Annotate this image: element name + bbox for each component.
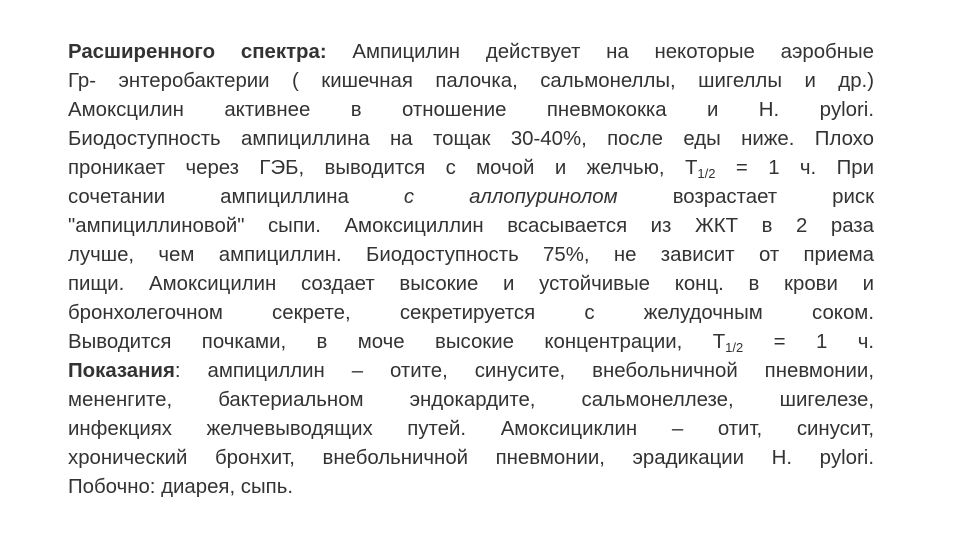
text-fragment: проникает через ГЭБ, выводится с мочой и желчью, Т xyxy=(68,157,698,179)
text-line xyxy=(68,473,874,502)
text-line xyxy=(68,444,874,473)
text-line xyxy=(68,96,874,125)
text-line xyxy=(68,357,874,386)
text-fragment: бронхолегочном секрете, секретируется с желудочным соком. xyxy=(68,302,874,324)
text-fragment: сочетании ампициллина xyxy=(68,186,404,208)
text-line xyxy=(68,386,874,415)
text-fragment: Выводится почками, в моче высокие концентрации, Т xyxy=(68,331,726,353)
text-line xyxy=(68,299,874,328)
text-fragment: = 1 ч. При xyxy=(715,157,875,179)
subscript-text: 1/2 xyxy=(697,166,716,181)
text-fragment: возрастает риск xyxy=(617,186,874,208)
text-fragment: Амоксцилин активнее в отношение пневмококка и H. pylori. xyxy=(68,99,874,121)
text-fragment: хронический бронхит, внебольничной пневмонии, эрадикации H. pylori. xyxy=(68,447,874,469)
body-text xyxy=(68,38,874,502)
text-fragment: лучше, чем ампициллин. Биодоступность 75%, не зависит от приема xyxy=(68,244,874,266)
text-fragment: пищи. Амоксицилин создает высокие и устойчивые конц. в крови и xyxy=(68,273,874,295)
text-fragment: Ампицилин действует на некоторые аэробные xyxy=(326,41,874,63)
text-line xyxy=(68,270,874,299)
text-line xyxy=(68,125,874,154)
text-fragment: мененгите, бактериальном эндокардите, сальмонеллезе, шигелезе, xyxy=(68,389,874,411)
text-line xyxy=(68,241,874,270)
text-line xyxy=(68,415,874,444)
bold-text: Показания xyxy=(68,360,175,382)
text-line xyxy=(68,67,874,96)
text-fragment: Биодоступность ампициллина на тощак 30-40%, после еды ниже. Плохо xyxy=(68,128,874,150)
text-line xyxy=(68,183,874,212)
text-line xyxy=(68,212,874,241)
text-line xyxy=(68,154,874,183)
text-fragment: : ампициллин – отите, синусите, внебольничной пневмонии, xyxy=(174,360,874,382)
text-fragment: = 1 ч. xyxy=(743,331,874,353)
text-fragment: "ампициллиновой" сыпи. Амоксициллин всасывается из ЖКТ в 2 раза xyxy=(68,215,874,237)
text-fragment: Гр- энтеробактерии ( кишечная палочка, сальмонеллы, шигеллы и др.) xyxy=(68,70,874,92)
italic-text: с аллопуринолом xyxy=(403,186,618,208)
text-line xyxy=(68,328,874,357)
text-fragment: Побочно: диарея, сыпь. xyxy=(68,476,293,498)
text-line xyxy=(68,38,874,67)
bold-text: Расширенного спектра: xyxy=(68,41,327,63)
subscript-text: 1/2 xyxy=(725,340,744,355)
text-fragment: инфекциях желчевыводящих путей. Амоксициклин – отит, синусит, xyxy=(68,418,874,440)
